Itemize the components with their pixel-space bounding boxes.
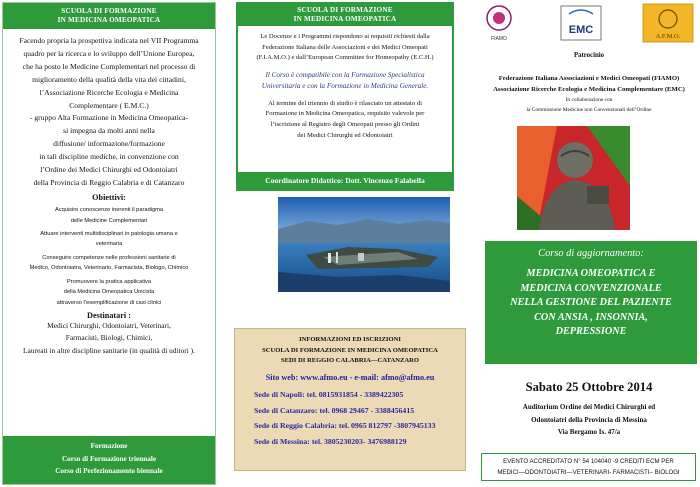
left-panel [2,2,216,485]
coordinator-bar: Coordinatore Didattico: Dott. Vincenzo Falabella [238,172,452,189]
sede-reggio-calabria: Sede di Reggio Calabria: tel. 0965 812797 -3807945133 [254,421,436,431]
hahnemann-portrait [517,126,630,230]
info-title: INFORMAZIONI ED ISCRIZIONI [299,336,401,343]
event-date: Sabato 25 Ottobre 2014 [525,380,653,394]
patronage-label: Patrocinio [573,52,605,59]
fiamo-logo [487,6,511,42]
left-header: SCUOLA DI FORMAZIONE IN MEDICINA OMEOPATICA [3,3,215,29]
sede-napoli: Sede di Napoli: tel. 0815931854 - 3389422305 [254,389,404,399]
course-title: MEDICINA OMEOPATICA E MEDICINA CONVENZIONALE NELLA GESTIONE DEL PAZIENTE CON ANSIA , INSONNIA, DEPRESSIONE [510,268,672,337]
requirements-text: Le Docenze e i Programmi rispondono ai requisiti richiesti dalla Federazione Italiana delle Associazioni e dei Medici Omeopati (F.I.A.M.O.) e dall’European Committee for Homeopathy (E.C.H.) Il Corso è compatibile con la Formazione Specialistica Universitaria e con la Formazione in Medicina Generale. Al termine del triennio di studio è rilasciato un attestato di Formazione in Medicina Omeopatica, requisito valevole per l’iscrizione al Registro degli Omeopati presso gli Ordini dei Medici Chirurghi ed Odontoiatri [256,33,434,139]
svg-text:EMC: EMC [568,24,594,36]
course-kind: Corso di aggiornamento: [538,248,644,259]
federations-list: Federazione Italiana Associazioni e Medici Omeopati (FIAMO) Associazione Ricerche Ecologia e Medicina Complementare (EMC) [493,75,685,93]
emc-logo [561,6,601,40]
sponsor-logos [485,2,697,44]
recipients-title: Destinatari : [87,310,131,320]
event-date-place [478,380,700,439]
school-requirements-panel [236,2,454,191]
afmo-logo [643,4,693,42]
svg-text:FIAMO: FIAMO [491,36,507,42]
training-footer: Formazione Corso di Formazione triennale Corso di Perfezionamento biennale [3,436,215,484]
harbor-photo [278,197,450,292]
info-seats: SEDI DI REGGIO CALABRIA—CATANZARO [280,357,420,365]
event-place: Auditorium Ordine dei Medici Chirurghi ed Odontoiatri della Provincia di Messina Via Bergamo Is. 47/a [522,403,656,436]
sedi-contacts [235,387,465,450]
svg-text:A.F.M.O.: A.F.M.O. [655,33,681,40]
course-box [485,241,697,364]
sede-messina: Sede di Messina: tel. 3805230203- 3476988129 [254,437,407,447]
objective-item: Promuovere la pratica applicativa della Medicina Omeopatica Unicista attraverso l’esemplificazione di casi clinici [56,279,162,306]
objective-item: Conseguire competenze nelle professioni sanitarie di Medico, Odontoiatra, Veterinario, Farmacista, Biologo, Chimico [29,255,189,272]
ecm-accreditation: EVENTO ACCREDITATO N° 54 104040 -9 CREDITI ECM PER MEDICI—ODONTOIATRI—VETERINARI- FARMACISTI– BIOLOGI [481,453,696,481]
sede-catanzaro: Sede di Catanzaro: tel. 0968 29467 - 3388456415 [254,405,415,415]
objective-item: Acquisire conoscenze inerenti il paradigma delle Medicine Complementari [54,207,164,224]
recipients-list: Medici Chirurghi, Odontoiatri, Veterinari, Farmacisti, Biologi, Chimici, Laureati in altre discipline sanitarie (in qualità di uditori ). [23,320,195,355]
intro-text: Facendo propria la prospettiva indicata nel VII Programma quadro per la ricerca e lo sviluppo dell’Unione Europea, che ha posto le Medicine Complementari nel processo di miglioramento della qualità della vita dei cittadini, l’Associazione Ricerche Ecologia e Medicina Complementare ( E.M.C.) - gruppo Alta Formazione in Medicina Omeopatica- si impegna da molti anni nella diffusione/ informazione/formazione in tali discipline mediche, in convenzione con l’Ordine dei Medici Chirurghi ed Odontoiatri della Provincia di Reggio Calabria e di Catanzaro [19,36,199,187]
middle-header: SCUOLA DI FORMAZIONE IN MEDICINA OMEOPATICA [238,4,452,26]
info-school: SCUOLA DI FORMAZIONE IN MEDICINA OMEOPATICA [262,346,438,354]
collaboration-text: In collaborazione con la Commissione Medicine non Convenzionali dell’Ordine [526,97,652,113]
objectives-title: Obiettivi: [92,192,126,202]
objectives-list [3,205,215,307]
info-registration-box [234,328,466,471]
website-email: Sito web: www.afmo.eu - e-mail: afmo@afmo.eu [265,372,435,382]
patronage-section [478,48,700,115]
objective-item: Attuare interventi multidisciplinari in patologia umana e veterinaria [40,231,178,248]
